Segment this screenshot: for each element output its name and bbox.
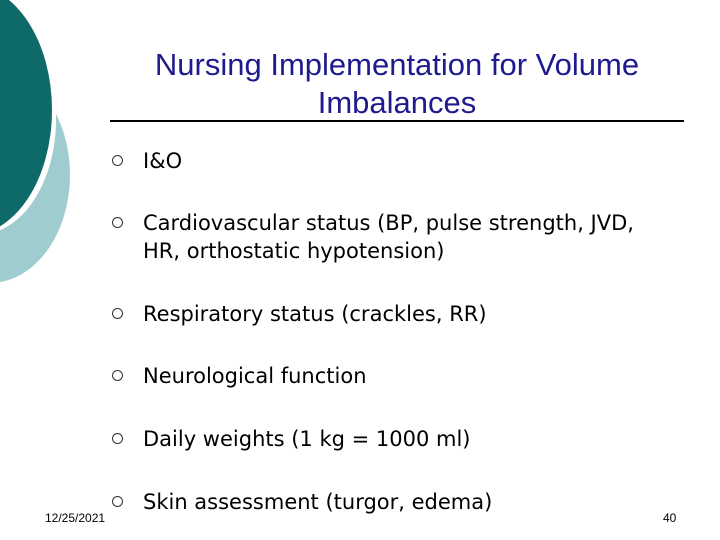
hollow-circle-bullet-icon <box>112 370 123 381</box>
slide-title: Nursing Implementation for Volume Imbalances <box>154 47 640 120</box>
bullet-text: Neurological function <box>143 364 367 388</box>
hollow-circle-bullet-icon <box>112 308 123 319</box>
hollow-circle-bullet-icon <box>112 496 123 507</box>
footer-date: 12/25/2021 <box>45 511 106 525</box>
bullet-text: Skin assessment (turgor, edema) <box>143 490 493 514</box>
hollow-circle-bullet-icon <box>112 155 123 166</box>
hollow-circle-bullet-icon <box>112 217 123 228</box>
bullet-text: Respiratory status (crackles, RR) <box>143 302 487 326</box>
page-number: 40 <box>663 511 677 525</box>
bullet-text: Cardiovascular status (BP, pulse strength, JVD, HR, orthostatic hypotension) <box>143 211 634 263</box>
title-underline <box>110 120 684 122</box>
bullet-text: I&O <box>143 149 183 173</box>
hollow-circle-bullet-icon <box>112 433 123 444</box>
decorative-circles <box>0 0 120 300</box>
bullet-text: Daily weights (1 kg = 1000 ml) <box>143 427 471 451</box>
